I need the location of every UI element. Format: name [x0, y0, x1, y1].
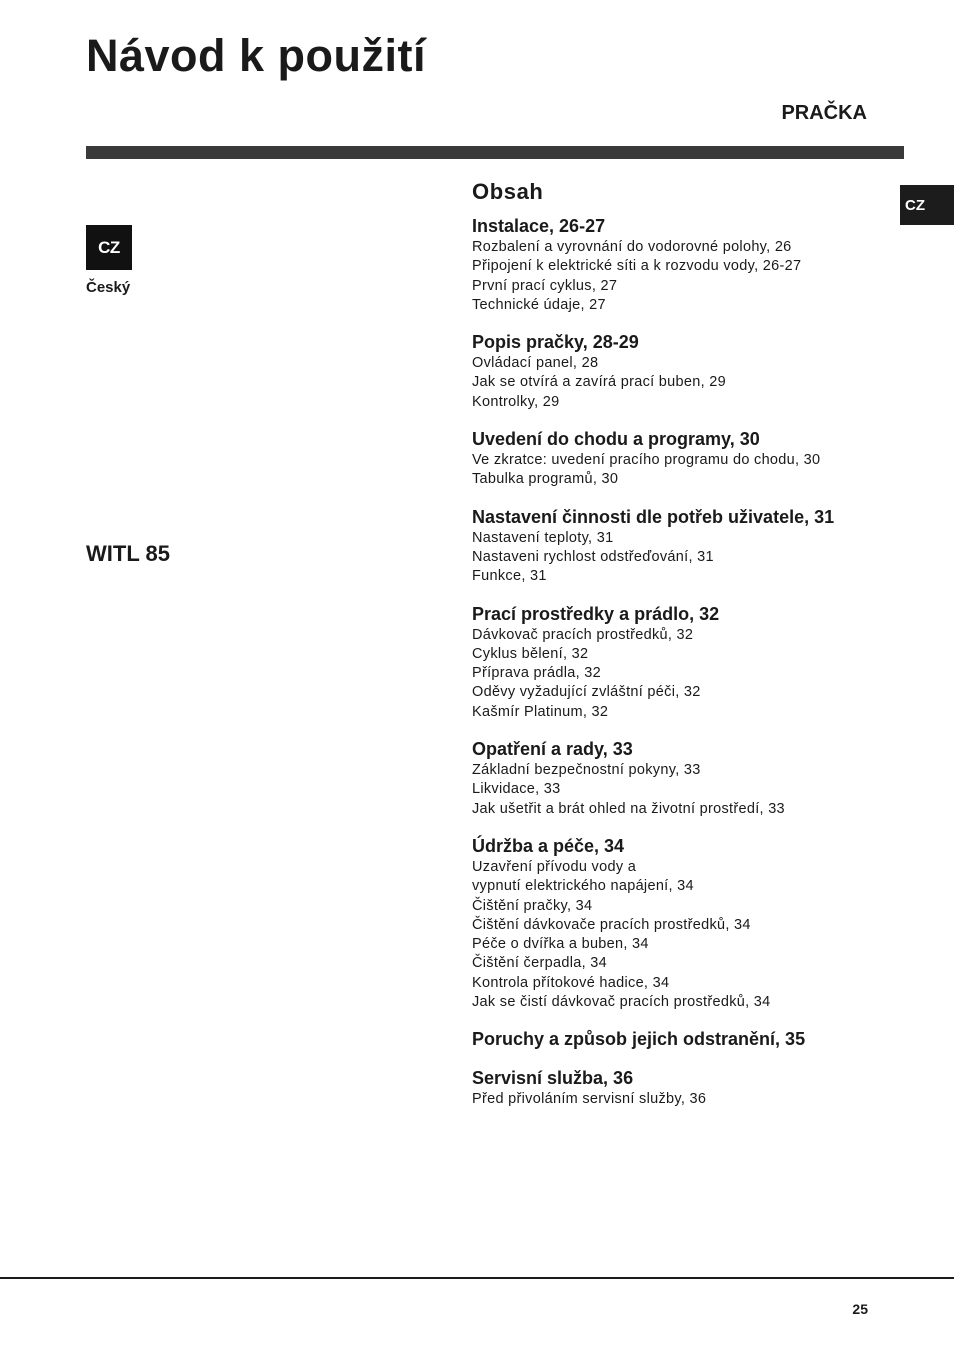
toc-section-title: Instalace, 26-27 [472, 216, 606, 236]
toc-section-title: Opatření a rady, 33 [472, 739, 633, 760]
toc-item: Čištění pračky, 34 [472, 897, 593, 914]
toc-section-title: Prací prostředky a prádlo, 32 [472, 603, 720, 624]
header-divider [86, 146, 904, 159]
toc-item: Uzavření přívodu vody a [472, 858, 637, 875]
toc-section [472, 835, 892, 1012]
toc-item: Technické údaje, 27 [472, 296, 606, 313]
toc-section [472, 331, 892, 412]
toc-section [472, 428, 892, 490]
toc-item: Ovládací panel, 28 [472, 355, 599, 372]
toc-item: Nastaveni rychlost odstřeďování, 31 [472, 548, 714, 565]
page-title: Návod k použití [86, 30, 427, 81]
toc-item: Jak se čistí dávkovač pracích prostředků, 34 [472, 994, 771, 1011]
toc-item: Před přivoláním servisní služby, 36 [472, 1091, 707, 1108]
toc-section-title: Údržba a péče, 34 [472, 835, 625, 856]
table-of-contents [472, 178, 892, 1126]
toc-item: Čištění dávkovače pracích prostředků, 34 [472, 916, 751, 933]
toc-item: Jak ušetřit a brát ohled na životní prostředí, 33 [472, 800, 785, 817]
toc-section-title: Nastavení činnosti dle potřeb uživatele, 31 [472, 506, 835, 527]
toc-heading: Obsah [472, 179, 544, 204]
toc-item: Likvidace, 33 [472, 781, 561, 798]
toc-item: Cyklus bělení, 32 [472, 645, 589, 662]
toc-item: Připojení k elektrické síti a k rozvodu vody, 26-27 [472, 258, 802, 275]
toc-item: Jak se otvírá a zavírá prací buben, 29 [472, 374, 727, 391]
language-name: Český [86, 279, 131, 296]
model-name: WITL 85 [86, 541, 170, 566]
toc-item: Kašmír Platinum, 32 [472, 703, 609, 720]
toc-section-title: Servisní služba, 36 [472, 1068, 634, 1089]
toc-section [472, 1067, 892, 1109]
product-type: PRAČKA [781, 102, 867, 124]
toc-section [472, 506, 892, 587]
toc-item: Kontrolky, 29 [472, 393, 560, 410]
toc-item: Funkce, 31 [472, 568, 547, 585]
toc-section-title: Poruchy a způsob jejich odstranění, 35 [472, 1029, 806, 1050]
page-number: 25 [852, 1301, 868, 1317]
footer-divider [0, 1277, 954, 1279]
toc-section [472, 1028, 892, 1051]
toc-item: Ve zkratce: uvedení pracího programu do chodu, 30 [472, 452, 821, 469]
language-side-tab: CZ [900, 185, 954, 225]
toc-section [472, 603, 892, 722]
toc-section-title: Popis pračky, 28-29 [472, 332, 639, 353]
toc-section-title: Uvedení do chodu a programy, 30 [472, 429, 760, 450]
toc-item: Příprava prádla, 32 [472, 665, 602, 682]
toc-item: Základní bezpečnostní pokyny, 33 [472, 762, 701, 779]
toc-section [472, 738, 892, 819]
toc-item: Oděvy vyžadující zvláštní péči, 32 [472, 684, 701, 701]
language-code-badge: CZ [86, 225, 132, 270]
toc-item: Rozbalení a vyrovnání do vodorovné polohy, 26 [472, 239, 792, 255]
toc-section [472, 215, 892, 315]
toc-item: První prací cyklus, 27 [472, 277, 618, 294]
toc-sections [472, 215, 892, 1110]
toc-item: Nastavení teploty, 31 [472, 529, 614, 546]
toc-item: Dávkovač pracích prostředků, 32 [472, 626, 694, 643]
toc-item: Péče o dvířka a buben, 34 [472, 936, 649, 953]
toc-item: Čištění čerpadla, 34 [472, 955, 607, 972]
toc-item: vypnutí elektrického napájení, 34 [472, 878, 694, 895]
toc-item: Kontrola přítokové hadice, 34 [472, 974, 670, 991]
toc-item: Tabulka programů, 30 [472, 471, 619, 488]
